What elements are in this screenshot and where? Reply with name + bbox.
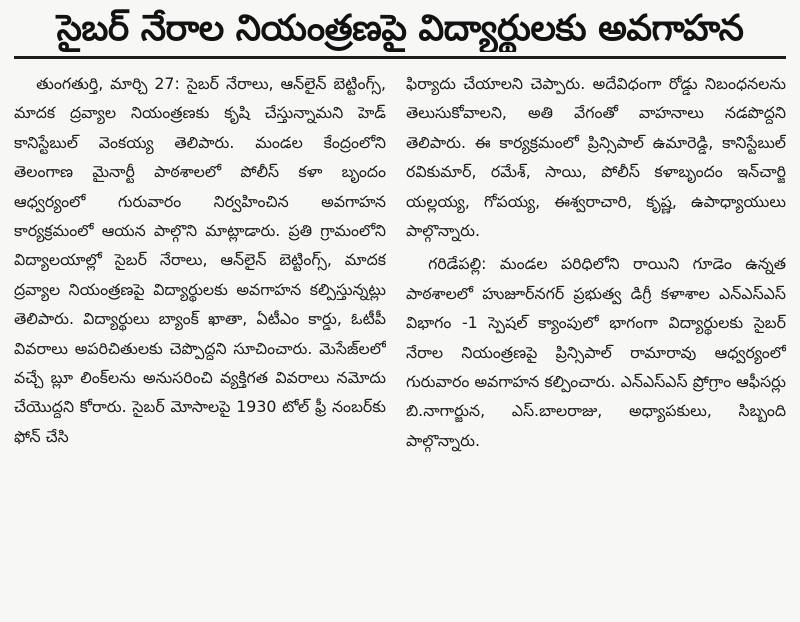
article-paragraph-garidepalli: గరిడేపల్లి: మండల పరిధిలోని రాయిని గూడెం ఉన్నత పాఠశాలలో హుజూర్‌నగర్ ప్రభుత్వ డిగ్రీ కళాశాల ఎన్ఎస్ఎస్ విభాగం -1 స్పెషల్ క్యాంపులో భాగంగా విద్యార్థులకు సైబర్ నేరాల నియంత్రణపై ప్రిన్సిపాల్ రామారావు ఆధ్వర్యంలో గురువారం అవగాహన కల్పించారు. ఎన్ఎస్ఎస్ ప్రోగ్రాం ఆఫీసర్లు బి.నాగార్జున, ఎస్.బాలరాజు, అధ్యాపకులు, సిబ్బంది పాల్గొన్నారు. [406, 254, 786, 450]
headline-divider [14, 56, 786, 59]
right-column [406, 69, 786, 609]
headline: సైబర్ నేరాల నియంత్రణపై విద్యార్థులకు అవగాహన [56, 8, 744, 49]
article-paragraph-tungaturthi: తుంగతుర్తి, మార్చి 27: సైబర్ నేరాలు, ఆన్‌లైన్ బెట్టింగ్స్, మాదక ద్రవ్యాల నియంత్రణకు కృషి చేస్తున్నామని హెడ్ కానిస్టేబుల్ వెంకయ్య తెలిపారు. మండల కేంద్రంలోని తెలంగాణ మైనార్టీ పాఠశాలలో పోలీస్ కళా బృందం ఆధ్వర్యంలో గురువారం నిర్వహించిన అవగాహన కార్యక్రమంలో ఆయన పాల్గొని మాట్లాడారు. ప్రతి గ్రామంలోని విద్యాలయాల్లో సైబర్ నేరాలు, ఆన్‌లైన్ బెట్టింగ్స్, మాదక ద్రవ్యాల నియంత్రణపై విద్యార్థులకు అవగాహన కల్పిస్తున్నట్లు తెలిపారు. విద్యార్థులు బ్యాంక్ ఖాతా, ఏటీఎం కార్డు, ఓటీపీ వివరాలు అపరిచితులకు చెప్పొద్దని సూచించారు. మెసేజ్‌లలో వచ్చే బ్లూ లింక్‌లను అనుసరించి వ్యక్తిగత వివరాలు నమోదు చేయొద్దని కోరారు. సైబర్ మోసాలపై 1930 టోల్ ఫ్రీ నంబర్‌కు ఫోన్ చేసి [14, 74, 386, 446]
article-body [14, 69, 786, 609]
left-column [14, 69, 386, 609]
article-paragraph-continued: ఫిర్యాదు చేయాలని చెప్పారు. అదేవిధంగా రోడ్డు నిబంధనలను తెలుసుకోవాలని, అతి వేగంతో వాహనాలు నడపొద్దని తెలిపారు. ఈ కార్యక్రమంలో ప్రిన్సిపాల్ ఉమారెడ్డి, కానిస్టేబుల్ రవికుమార్, రమేశ్, సాయి, పోలీస్ కళాబృందం ఇన్‌చార్జి యల్లయ్య, గోపయ్య, ఈశ్వరాచారి, కృష్ణ, ఉపాధ్యాయులు పాల్గొన్నారు. [406, 74, 786, 241]
